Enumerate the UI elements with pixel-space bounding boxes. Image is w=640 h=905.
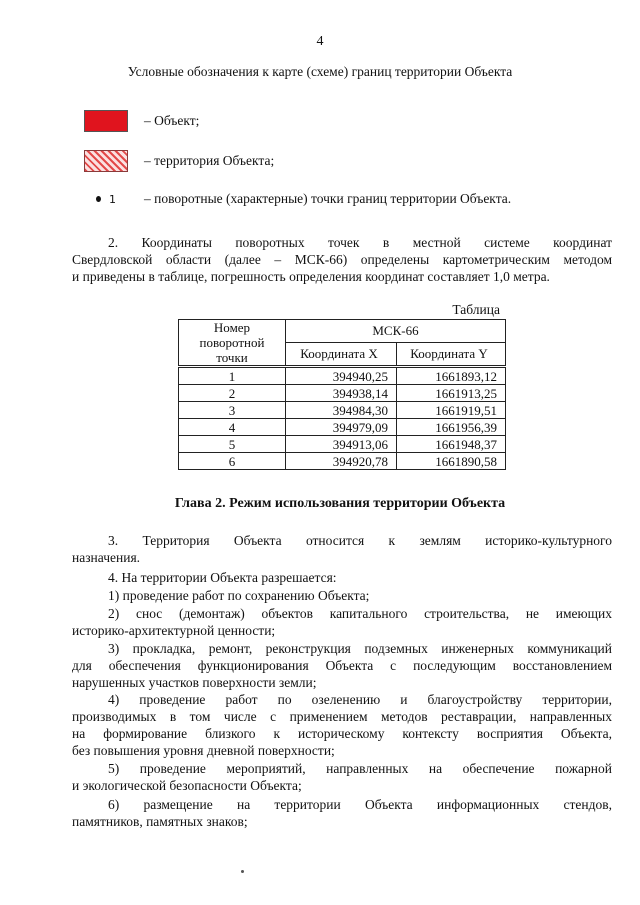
legend-title: Условные обозначения к карте (схеме) границ территории Объекта	[127, 64, 513, 79]
list-item-3: 3) прокладка, ремонт, реконструкция подземных инженерных коммуникаций для обеспечения функционирования Объекта с последующим восстановлением нарушенных участков поверхности земли;	[72, 641, 612, 690]
table-row: 3 394984,30 1661919,51	[179, 402, 506, 419]
table-row: 1 394940,25 1661893,12	[179, 367, 506, 385]
territory-hatch-swatch-icon	[84, 150, 128, 172]
chapter-title: Глава 2. Режим использования территории Объекта	[174, 496, 506, 511]
paragraph-coordinates: 2. Координаты поворотных точек в местной системе координат Свердловской области (далее – МСК-66) определены картометрическим методом и приведены в таблице, погрешность определения координат составляет 1,0 метра.	[72, 235, 612, 284]
legend-item-label: – поворотные (характерные) точки границ территории Объекта.	[144, 191, 512, 206]
coordinates-table	[178, 319, 506, 470]
boundary-point-icon: 1	[84, 188, 128, 210]
header-x: Координата X	[286, 342, 397, 366]
paragraph-4: 4. На территории Объекта разрешается:	[108, 570, 337, 585]
header-y: Координата Y	[397, 342, 506, 366]
header-coordinate-system: МСК-66	[286, 320, 506, 343]
list-item-5: 5) проведение мероприятий, направленных на обеспечение пожарной и экологической безопасности Объекта;	[72, 761, 612, 793]
legend-item-object	[84, 110, 199, 132]
legend-item-points	[84, 188, 511, 210]
table-row: 2 394938,14 1661913,25	[179, 385, 506, 402]
legend-item-label: – территория Объекта;	[144, 153, 275, 168]
legend-item-territory	[84, 150, 274, 172]
table-row: 5 394913,06 1661948,37	[179, 436, 506, 453]
page-number: 4	[316, 34, 324, 49]
object-swatch-icon	[84, 110, 128, 132]
table-row: 6 394920,78 1661890,58	[179, 453, 506, 470]
table-caption: Таблица	[452, 302, 500, 317]
list-item-2: 2) снос (демонтаж) объектов капитального строительства, не имеющих историко-архитектурной ценности;	[72, 606, 612, 638]
legend-item-label: – Объект;	[144, 113, 200, 128]
list-item-4: 4) проведение работ по озеленению и благоустройству территории, производимых в том числе с применением методов реставрации, направленных на формирование близкого к историческому контексту восприятия Объекта, без повышения уровня дневной поверхности;	[72, 692, 612, 758]
paragraph-3: 3. Территория Объекта относится к землям историко-культурного назначения.	[72, 533, 612, 565]
list-item-1: 1) проведение работ по сохранению Объекта;	[108, 588, 370, 603]
table-row: 4 394979,09 1661956,39	[179, 419, 506, 436]
header-point-number: Номер поворотной точки	[179, 320, 286, 367]
list-item-6: 6) размещение на территории Объекта информационных стендов, памятников, памятных знаков;	[72, 797, 612, 829]
scan-speck	[241, 870, 244, 873]
